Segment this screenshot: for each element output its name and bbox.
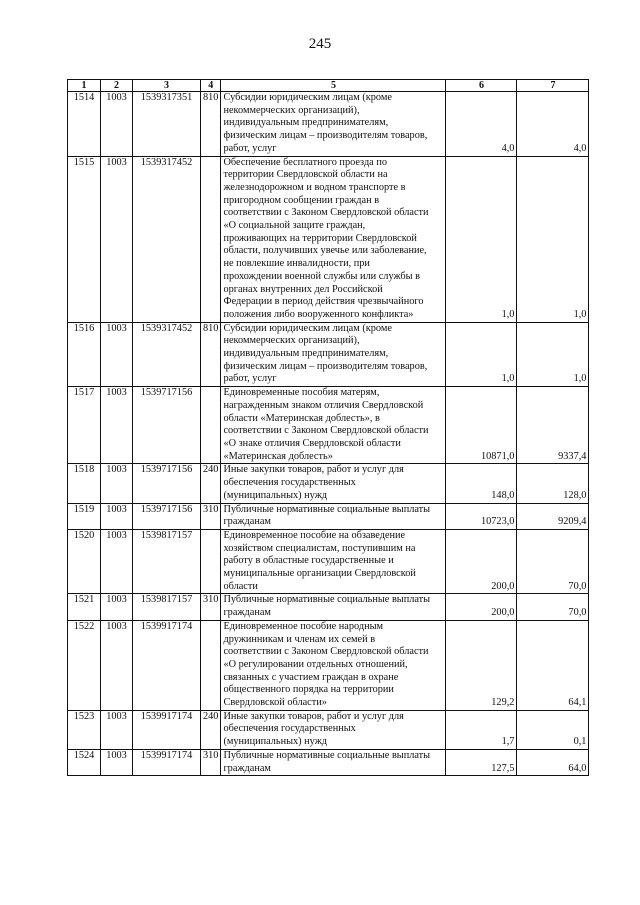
row-number-cell: 1519 [68,503,101,529]
amount-actual-cell: 1,0 [517,156,589,322]
header-col-3: 3 [133,80,201,92]
amount-actual-cell: 70,0 [517,529,589,594]
description-line: Иные закупки товаров, работ и услуг для [223,464,404,476]
description-line: Единовременное пособие на обзаведение [223,529,406,541]
description-line: хозяйством специалистам, поступившим на [223,542,416,554]
section-code-cell: 1003 [101,710,133,749]
amount-planned-cell: 10871,0 [446,387,517,464]
description-line: индивидуальным предпринимателям, [223,117,389,129]
description-line: железнодорожном и водном транспорте в [223,181,406,193]
amount-actual-cell: 64,0 [517,749,589,775]
description-line: физическим лицам – производителям товаров, [223,360,428,372]
section-code-cell: 1003 [101,464,133,503]
amount-actual-cell: 0,1 [517,710,589,749]
description-line: физическим лицам – производителям товаров, [223,130,428,142]
section-code-cell: 1003 [101,322,133,387]
header-col-1: 1 [68,80,101,92]
target-article-cell: 1539917174 [133,620,201,710]
header-col-2: 2 [101,80,133,92]
section-code-cell: 1003 [101,156,133,322]
table-row [68,503,589,529]
description-cell [221,387,446,464]
section-code-cell: 1003 [101,594,133,620]
description-line: работ, услуг [223,142,277,154]
amount-actual-cell: 9337,4 [517,387,589,464]
description-line: связанных с участием граждан в охране [223,671,399,683]
amount-actual-cell: 70,0 [517,594,589,620]
budget-table [67,79,589,776]
description-line: награжденным знаком отличия Свердловской [223,399,424,411]
header-col-4: 4 [201,80,221,92]
description-line: Субсидии юридическим лицам (кроме [223,322,392,334]
row-number-cell: 1514 [68,92,101,157]
expense-type-cell [201,620,221,710]
row-number-cell: 1523 [68,710,101,749]
description-line: «О знаке отличия Свердловской области [223,437,401,449]
table-row [68,749,589,775]
description-line: положения либо вооруженного конфликта» [223,308,414,320]
amount-planned-cell: 4,0 [446,92,517,157]
target-article-cell: 1539917174 [133,749,201,775]
description-cell [221,503,446,529]
amount-planned-cell: 1,0 [446,322,517,387]
description-line: Публичные нормативные социальные выплаты [223,503,431,515]
table-row [68,710,589,749]
description-line: прохождении военной службы или службы в [223,270,421,282]
description-line: некоммерческих организаций), [223,335,360,347]
expense-type-cell: 240 [201,464,221,503]
description-cell [221,749,446,775]
row-number-cell: 1516 [68,322,101,387]
description-line: области «Материнская доблесть», в [223,412,380,424]
description-line: Единовременные пособия матерям, [223,387,380,399]
description-line: не повлекшие инвалидности, при [223,258,370,270]
header-col-6: 6 [446,80,517,92]
table-row [68,464,589,503]
target-article-cell: 1539917174 [133,710,201,749]
target-article-cell: 1539717156 [133,387,201,464]
table-row [68,529,589,594]
description-line: общественного порядка на территории [223,684,394,696]
row-number-cell: 1518 [68,464,101,503]
description-line: Свердловской области» [223,697,327,709]
description-line: Публичные нормативные социальные выплаты [223,594,431,606]
description-cell [221,464,446,503]
description-line: Публичные нормативные социальные выплаты [223,749,431,761]
amount-planned-cell: 200,0 [446,594,517,620]
amount-planned-cell: 1,7 [446,710,517,749]
description-line: «О регулировании отдельных отношений, [223,658,408,670]
expense-type-cell: 310 [201,749,221,775]
amount-planned-cell: 148,0 [446,464,517,503]
description-line: Единовременное пособие народным [223,620,384,632]
section-code-cell: 1003 [101,92,133,157]
page-number: 245 [308,36,332,52]
description-line: гражданам [223,607,271,619]
amount-actual-cell: 128,0 [517,464,589,503]
amount-planned-cell: 1,0 [446,156,517,322]
description-line: территории Свердловской области на [223,169,388,181]
expense-type-cell: 310 [201,594,221,620]
description-line: работ, услуг [223,373,277,385]
table-row [68,620,589,710]
description-line: обеспечения государственных [223,477,356,489]
table-body [68,92,589,776]
section-code-cell: 1003 [101,620,133,710]
description-line: области [223,580,258,592]
row-number-cell: 1524 [68,749,101,775]
description-line: проживающих на территории Свердловской [223,232,417,244]
description-line: Обеспечение бесплатного проезда по [223,156,387,168]
target-article-cell: 1539817157 [133,529,201,594]
description-line: органах внутренних дел Российской [223,283,383,295]
description-cell [221,620,446,710]
amount-planned-cell: 200,0 [446,529,517,594]
description-line: дружинникам и членам их семей в [223,633,376,645]
description-line: Федерации в период действия чрезвычайного [223,296,424,308]
description-line: соответствии с Законом Свердловской области [223,207,429,219]
description-line: Субсидии юридическим лицам (кроме [223,92,392,103]
description-line: пригородном сообщении граждан в [223,194,380,206]
description-line: гражданам [223,516,271,528]
amount-planned-cell: 127,5 [446,749,517,775]
description-line: обеспечения государственных [223,723,356,735]
description-line: области, получивших увечье или заболевание, [223,245,427,257]
description-line: Иные закупки товаров, работ и услуг для [223,710,404,722]
amount-actual-cell: 4,0 [517,92,589,157]
amount-planned-cell: 10723,0 [446,503,517,529]
description-line: работу в областные государственные и [223,555,394,567]
row-number-cell: 1515 [68,156,101,322]
table-row [68,594,589,620]
expense-type-cell [201,156,221,322]
target-article-cell: 1539317452 [133,156,201,322]
target-article-cell: 1539717156 [133,464,201,503]
amount-actual-cell: 64,1 [517,620,589,710]
target-article-cell: 1539317452 [133,322,201,387]
target-article-cell: 1539717156 [133,503,201,529]
section-code-cell: 1003 [101,503,133,529]
description-line: соответствии с Законом Свердловской области [223,425,429,437]
target-article-cell: 1539817157 [133,594,201,620]
description-line: индивидуальным предпринимателям, [223,348,389,360]
row-number-cell: 1517 [68,387,101,464]
description-line: муниципальные организации Свердловской [223,568,416,580]
description-line: соответствии с Законом Свердловской области [223,646,429,658]
expense-type-cell [201,529,221,594]
expense-type-cell [201,387,221,464]
description-cell [221,322,446,387]
description-cell [221,92,446,157]
description-line: (муниципальных) нужд [223,489,328,501]
description-cell [221,156,446,322]
table-row [68,387,589,464]
table-header-row [68,80,589,92]
row-number-cell: 1520 [68,529,101,594]
row-number-cell: 1521 [68,594,101,620]
header-col-7: 7 [517,80,589,92]
expense-type-cell: 810 [201,92,221,157]
description-cell [221,710,446,749]
description-line: (муниципальных) нужд [223,736,328,748]
row-number-cell: 1522 [68,620,101,710]
header-col-5: 5 [221,80,446,92]
amount-actual-cell: 9209,4 [517,503,589,529]
amount-planned-cell: 129,2 [446,620,517,710]
section-code-cell: 1003 [101,749,133,775]
expense-type-cell: 240 [201,710,221,749]
description-line: «О социальной защите граждан, [223,220,366,232]
description-line: гражданам [223,762,271,774]
expense-type-cell: 310 [201,503,221,529]
expense-type-cell: 810 [201,322,221,387]
description-cell [221,594,446,620]
table-row [68,322,589,387]
section-code-cell: 1003 [101,387,133,464]
table-row [68,156,589,322]
section-code-cell: 1003 [101,529,133,594]
amount-actual-cell: 1,0 [517,322,589,387]
description-line: «Материнская доблесть» [223,450,333,462]
description-cell [221,529,446,594]
description-line: некоммерческих организаций), [223,104,360,116]
target-article-cell: 1539317351 [133,92,201,157]
table-row [68,92,589,157]
